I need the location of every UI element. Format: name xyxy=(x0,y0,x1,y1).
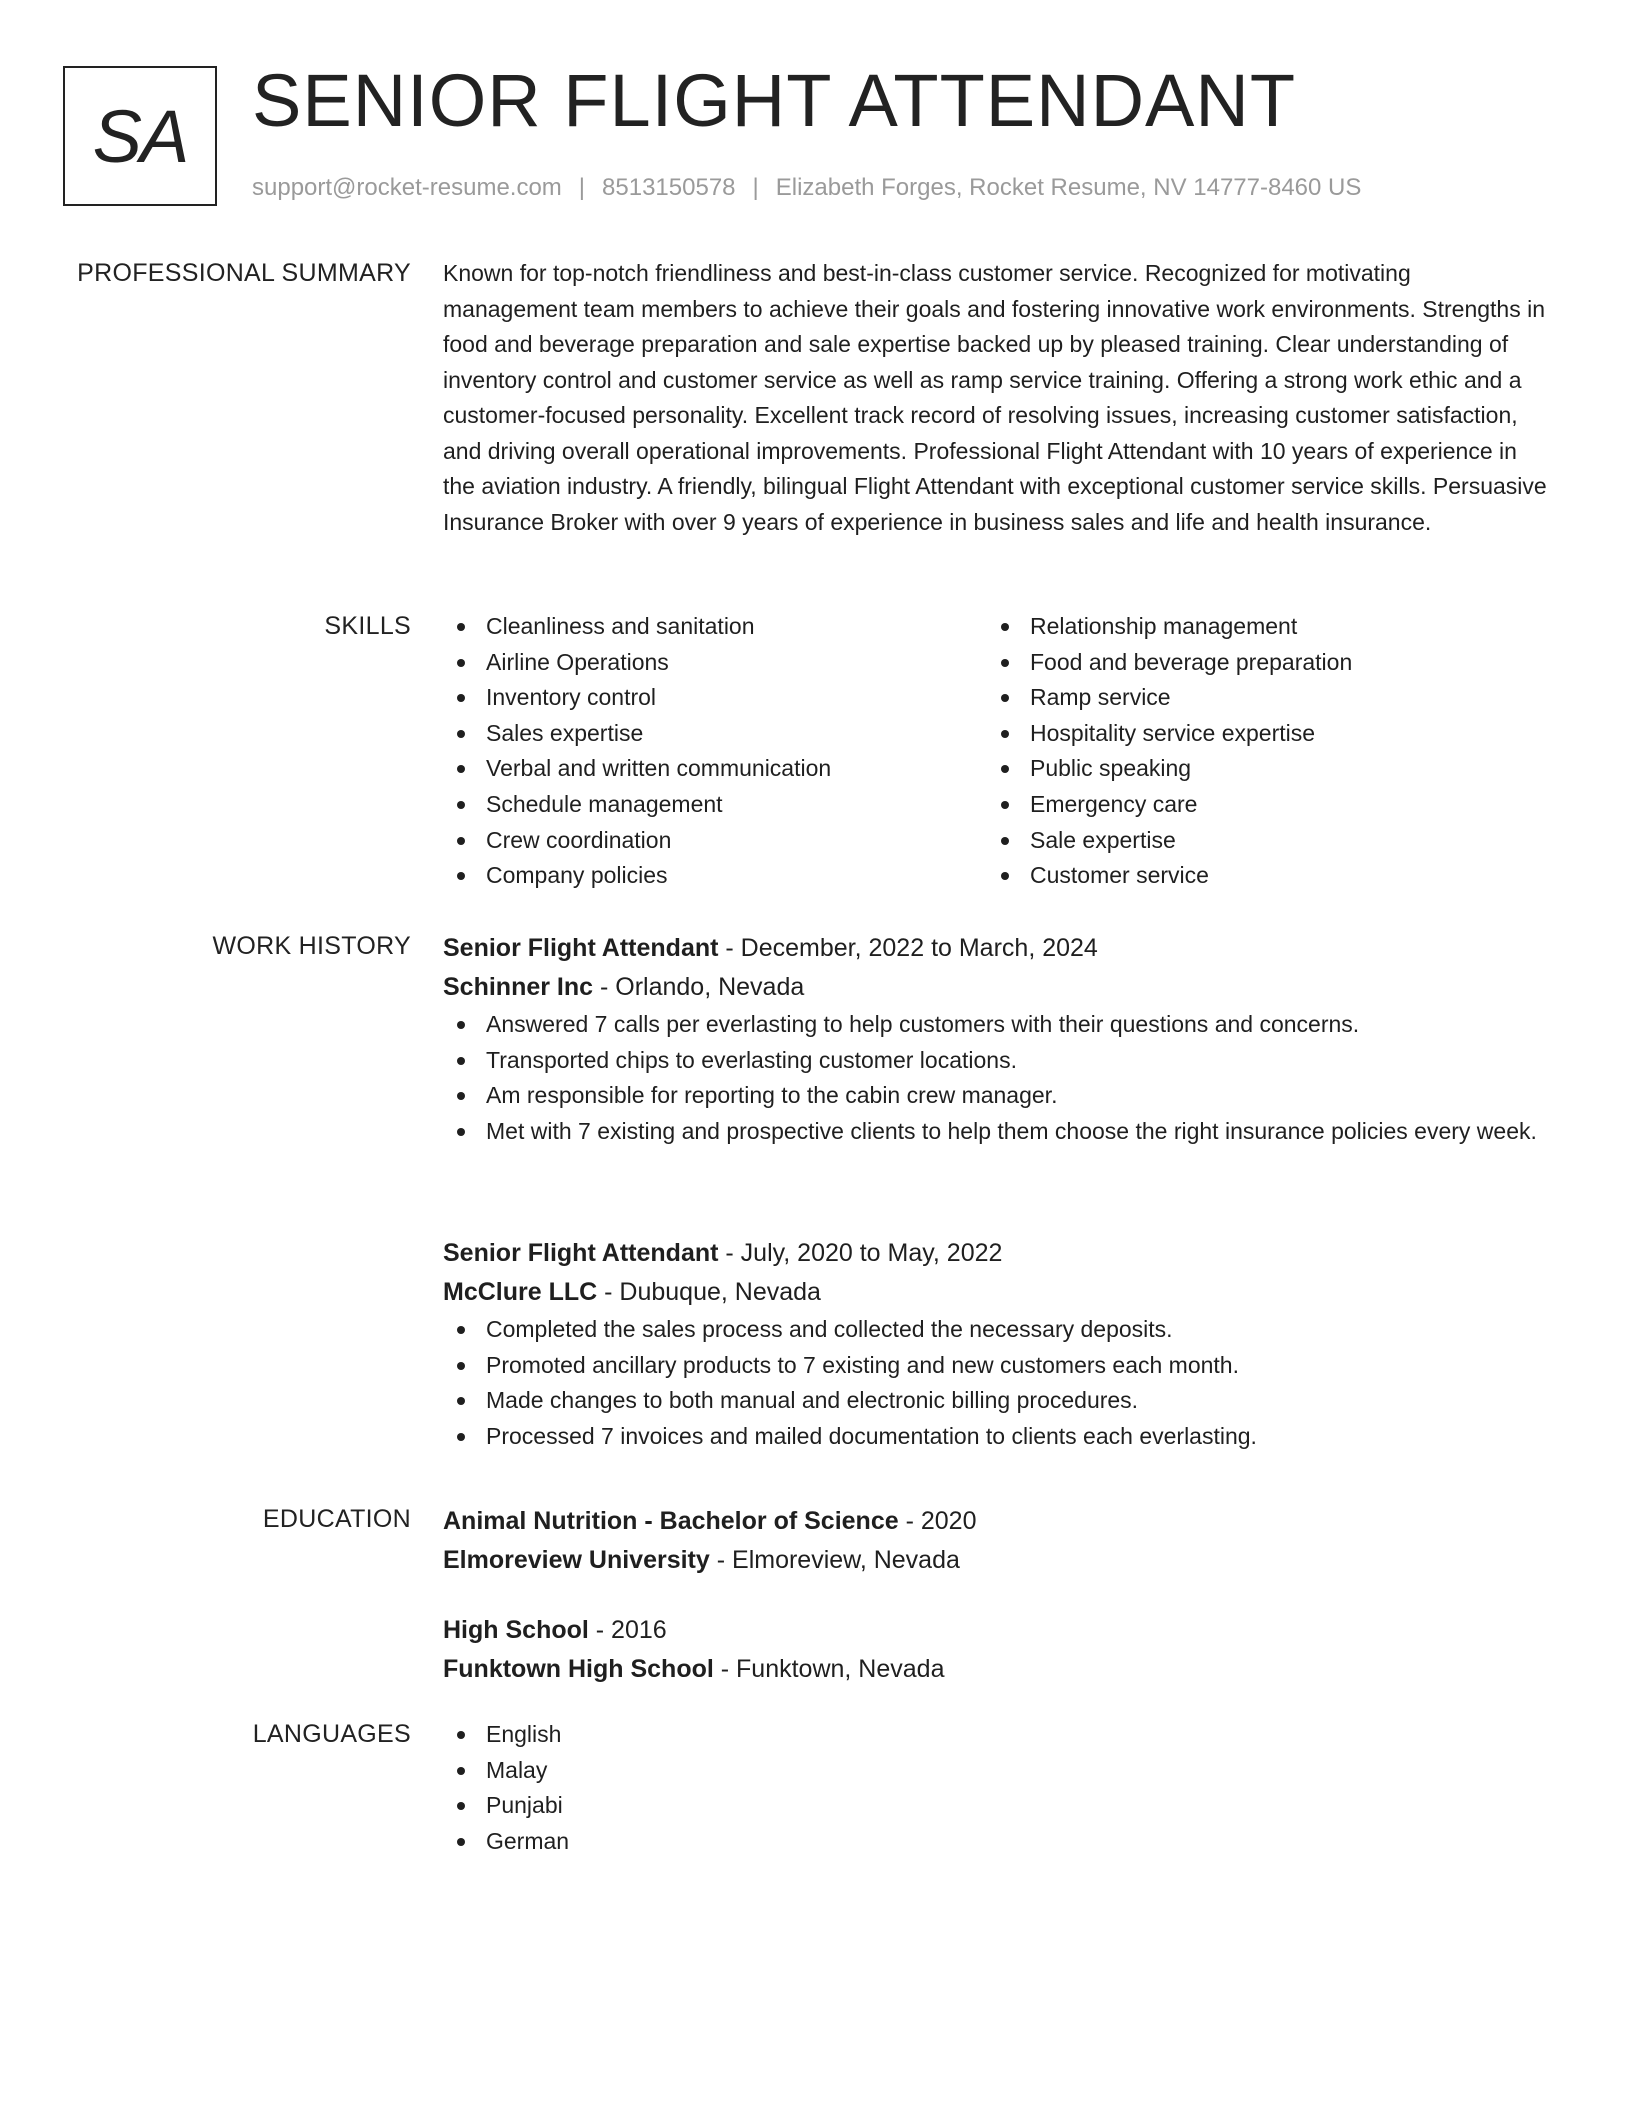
list-item: Hospitality service expertise xyxy=(987,716,1531,752)
list-item: Sale expertise xyxy=(987,823,1531,859)
section-heading-education: EDUCATION xyxy=(262,1505,411,1533)
bullet-icon xyxy=(457,1802,465,1810)
job-bullets xyxy=(443,1007,1548,1149)
bullet-icon xyxy=(457,1838,465,1846)
bullet-icon xyxy=(457,1092,465,1100)
skills-list-right xyxy=(987,609,1531,894)
list-item: Cleanliness and sanitation xyxy=(443,609,987,645)
list-item: Customer service xyxy=(987,858,1531,894)
job-entry xyxy=(443,1234,1548,1454)
job-company-line xyxy=(443,968,1548,1007)
contact-separator: | xyxy=(578,174,586,201)
education-school-line xyxy=(443,1541,1548,1580)
bullet-icon xyxy=(457,694,465,702)
bullet-icon xyxy=(457,765,465,773)
list-item: Verbal and written communication xyxy=(443,751,987,787)
education-school: Funktown High School xyxy=(443,1655,714,1683)
bullet-icon xyxy=(1001,623,1009,631)
bullet-icon xyxy=(457,872,465,880)
section-heading-languages: LANGUAGES xyxy=(252,1720,411,1748)
bullet-icon xyxy=(457,1767,465,1775)
education-entry xyxy=(443,1502,1548,1580)
list-item: Crew coordination xyxy=(443,823,987,859)
bullet-icon xyxy=(1001,765,1009,773)
contact-email: support@rocket-resume.com xyxy=(252,174,562,201)
list-item: Schedule management xyxy=(443,787,987,823)
list-item: Ramp service xyxy=(987,680,1531,716)
list-item: German xyxy=(443,1824,1548,1860)
list-item: Emergency care xyxy=(987,787,1531,823)
contact-line xyxy=(252,172,1361,204)
education-degree-line xyxy=(443,1611,1548,1650)
bullet-icon xyxy=(1001,872,1009,880)
bullet-icon xyxy=(457,1057,465,1065)
education-degree: High School xyxy=(443,1616,589,1644)
job-company: McClure LLC xyxy=(443,1278,598,1306)
contact-separator: | xyxy=(752,174,759,201)
job-company: Schinner Inc xyxy=(443,973,594,1001)
list-item: Airline Operations xyxy=(443,645,987,681)
bullet-icon xyxy=(457,659,465,667)
bullet-icon xyxy=(457,1433,465,1441)
list-item: Relationship management xyxy=(987,609,1531,645)
job-title-line xyxy=(443,1234,1548,1273)
bullet-icon xyxy=(1001,659,1009,667)
education-year: - 2016 xyxy=(588,1616,667,1644)
list-item: Inventory control xyxy=(443,680,987,716)
education-school: Elmoreview University xyxy=(443,1546,710,1574)
summary-text: Known for top-notch friendliness and best-in-class customer service. Recognized for motivating management team members to achieve their goals and fostering innovative work environments. Strengths in food and beverage preparation and sale expertise backed up by pleased training. Clear understanding of inventory control and customer service as well as ramp service training. Offering a strong work ethic and a customer-focused personality. Excellent track record of resolving issues, increasing customer satisfaction, and driving overall operational improvements. Professional Flight Attendant with 10 years of experience in the aviation industry. A friendly, bilingual Flight Attendant with exceptional customer service skills. Persuasive Insurance Broker with over 9 years of experience in business sales and life and health insurance. xyxy=(443,260,1547,535)
list-item: Processed 7 invoices and mailed documentation to clients each everlasting. xyxy=(443,1419,1548,1455)
list-item: Food and beverage preparation xyxy=(987,645,1531,681)
list-item: Answered 7 calls per everlasting to help customers with their questions and concerns. xyxy=(443,1007,1548,1043)
list-item: Punjabi xyxy=(443,1788,1548,1824)
section-heading-skills: SKILLS xyxy=(324,612,411,640)
bullet-icon xyxy=(457,1397,465,1405)
list-item: Am responsible for reporting to the cabin crew manager. xyxy=(443,1078,1548,1114)
list-item: Made changes to both manual and electronic billing procedures. xyxy=(443,1383,1548,1419)
bullet-icon xyxy=(457,1128,465,1136)
job-location: - Dubuque, Nevada xyxy=(597,1278,821,1306)
section-heading-summary: PROFESSIONAL SUMMARY xyxy=(77,259,411,287)
list-item: Promoted ancillary products to 7 existing and new customers each month. xyxy=(443,1348,1548,1384)
bullet-icon xyxy=(1001,837,1009,845)
education-degree: Animal Nutrition - Bachelor of Science xyxy=(443,1507,899,1535)
education-entry xyxy=(443,1611,1548,1689)
job-bullets xyxy=(443,1312,1548,1454)
bullet-icon xyxy=(457,837,465,845)
section-heading-work-history: WORK HISTORY xyxy=(212,932,411,960)
list-item: Completed the sales process and collected the necessary deposits. xyxy=(443,1312,1548,1348)
job-title: Senior Flight Attendant xyxy=(443,1239,719,1267)
education-location: - Funktown, Nevada xyxy=(713,1655,945,1683)
job-location: - Orlando, Nevada xyxy=(593,973,805,1001)
monogram-initials: SA xyxy=(63,66,217,206)
bullet-icon xyxy=(457,1326,465,1334)
job-dates: - July, 2020 to May, 2022 xyxy=(718,1239,1003,1267)
page-title: SENIOR FLIGHT ATTENDANT xyxy=(252,59,1297,142)
bullet-icon xyxy=(457,1362,465,1370)
job-company-line xyxy=(443,1273,1548,1312)
bullet-icon xyxy=(1001,730,1009,738)
job-title: Senior Flight Attendant xyxy=(443,934,719,962)
job-entry xyxy=(443,929,1548,1149)
bullet-icon xyxy=(1001,801,1009,809)
contact-phone: 8513150578 xyxy=(602,174,736,201)
education-school-line xyxy=(443,1650,1548,1689)
education-year: - 2020 xyxy=(898,1507,977,1535)
list-item: Malay xyxy=(443,1753,1548,1789)
skills-list-left xyxy=(443,609,987,894)
education-location: - Elmoreview, Nevada xyxy=(709,1546,960,1574)
list-item: Company policies xyxy=(443,858,987,894)
bullet-icon xyxy=(457,801,465,809)
bullet-icon xyxy=(1001,694,1009,702)
list-item: Met with 7 existing and prospective clients to help them choose the right insurance policies every week. xyxy=(443,1114,1548,1150)
job-dates: - December, 2022 to March, 2024 xyxy=(718,934,1098,962)
list-item: Public speaking xyxy=(987,751,1531,787)
list-item: English xyxy=(443,1717,1548,1753)
bullet-icon xyxy=(457,1021,465,1029)
job-title-line xyxy=(443,929,1548,968)
bullet-icon xyxy=(457,1731,465,1739)
bullet-icon xyxy=(457,623,465,631)
list-item: Sales expertise xyxy=(443,716,987,752)
contact-address: Elizabeth Forges, Rocket Resume, NV 14777-8460 US xyxy=(775,174,1362,201)
bullet-icon xyxy=(457,730,465,738)
languages-list xyxy=(443,1717,1548,1859)
list-item: Transported chips to everlasting customer locations. xyxy=(443,1043,1548,1079)
education-degree-line xyxy=(443,1502,1548,1541)
